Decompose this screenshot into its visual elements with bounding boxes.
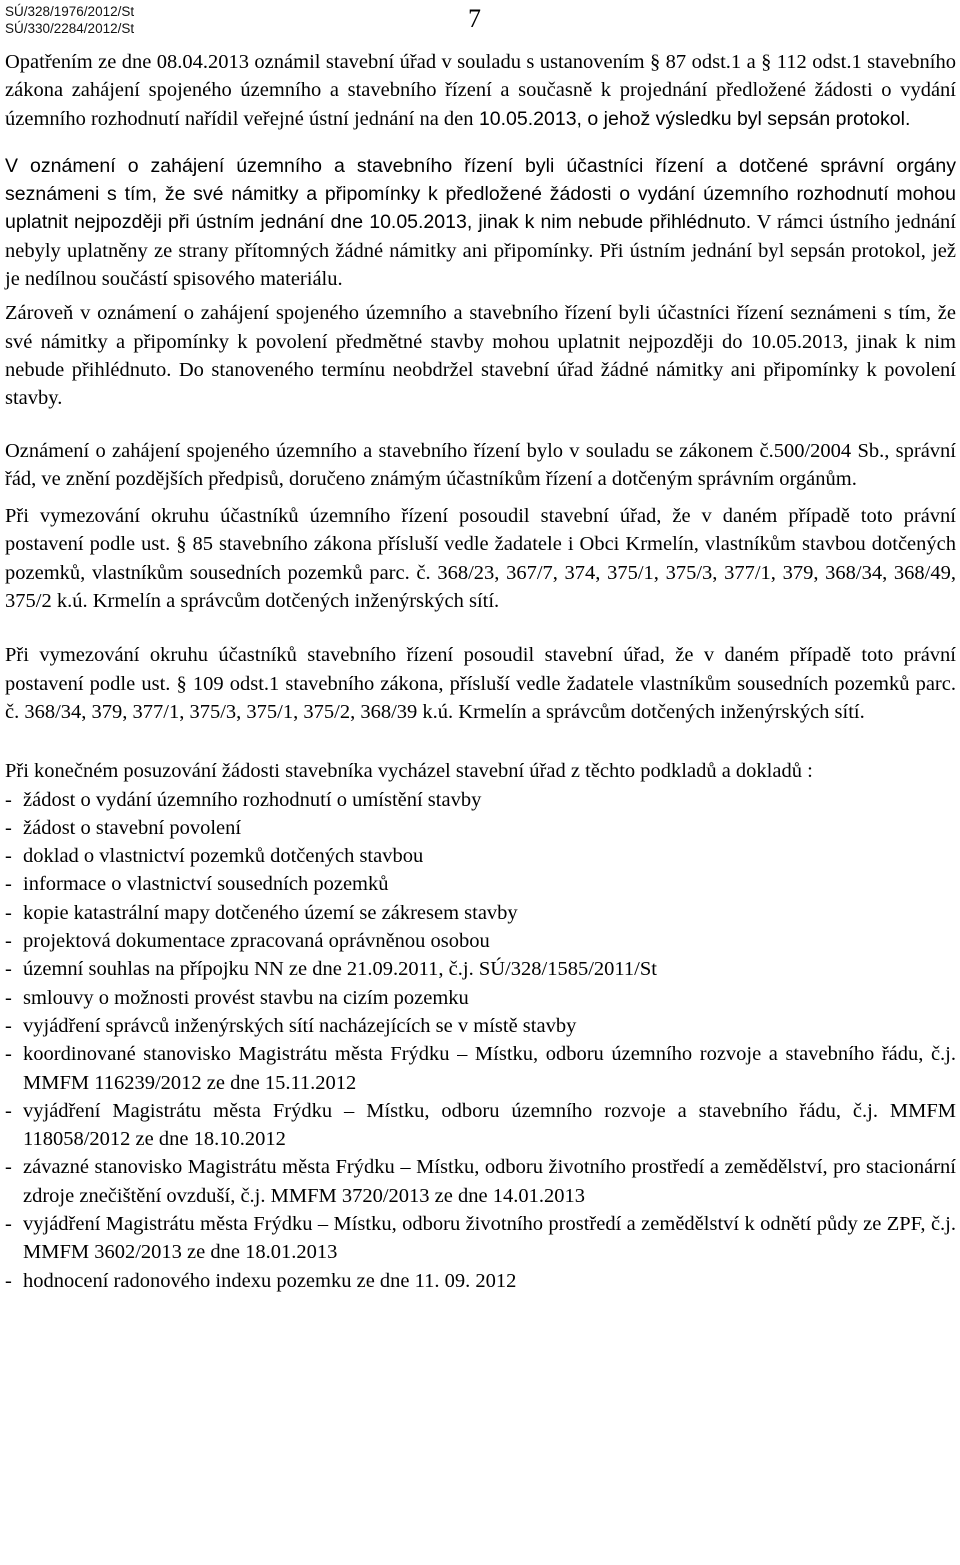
list-item-text: projektová dokumentace zpracovaná oprávněnou osobou — [23, 930, 490, 953]
list-dash: - — [5, 958, 12, 981]
document-reference — [5, 3, 134, 37]
paragraph-proceedings-notice-text: Opatřením ze dne 08.04.2013 oznámil stavební úřad v souladu s ustanovením § 87 odst.1 a § 112 odst.1 stavebního zákona zahájení spojeného územního a stavebního řízení a současně k projednání předložené žádosti o vydání územního rozhodnutí nařídil veřejné ústní jednání na den — [5, 51, 956, 130]
list-dash: - — [5, 1014, 12, 1037]
list-item-text: smlouvy o možnosti provést stavbu na cizím pozemku — [23, 986, 469, 1009]
list-item — [5, 927, 956, 955]
paragraph-hearing-result: V rámci ústního jednání nebyly uplatněny ze strany přítomných žádné námitky ani připomínky. Při ústním jednání byl sepsán protokol, jež je nedílnou součástí spisového materiálu. — [5, 211, 957, 291]
list-item-text: žádost o vydání územního rozhodnutí o umístění stavby — [23, 788, 482, 811]
paragraph-building-participants: Při vymezování okruhu účastníků stavebního řízení posoudil stavební úřad, že v daném případě toto právní postavení podle ust. § 109 odst.1 stavebního zákona, přísluší vedle žadatele vlastníkům sousedních pozemků parc. č. 368/34, 379, 377/1, 375/3, 375/1, 375/2, 368/39 k.ú. Krmelín a správcům dotčených inženýrských sítí. — [5, 644, 956, 723]
paragraph-documents-intro: Při konečném posuzování žádosti stavebníka vycházel stavební úřad z těchto podkladů a dokladů : — [5, 760, 813, 783]
list-item — [5, 870, 956, 898]
paragraph-zoning-participants: Při vymezování okruhu účastníků územního řízení posoudil stavební úřad, že v daném případě toto právní postavení podle ust. § 85 stavebního zákona přísluší vedle žadatele i Obci Krmelín, vlastníkům stavbou dotčených pozemků, vlastníkům sousedních pozemků parc. č. 368/23, 367/7, 374, 375/1, 375/3, 377/1, 379, 368/34, 368/49, 375/2 k.ú. Krmelín a správcům dotčených inženýrských sítí. — [5, 505, 956, 613]
list-dash: - — [5, 873, 12, 896]
list-item — [5, 842, 956, 870]
reference-number-1: SÚ/328/1976/2012/St — [5, 4, 135, 19]
list-item — [5, 955, 956, 983]
list-dash: - — [5, 1269, 12, 1292]
list-dash: - — [5, 1099, 12, 1122]
paragraph-proceedings-notice — [5, 48, 956, 133]
list-item-text: žádost o stavební povolení — [23, 816, 242, 839]
list-item — [5, 786, 956, 814]
list-item — [5, 1210, 956, 1267]
list-dash: - — [5, 845, 12, 868]
list-dash: - — [5, 986, 12, 1009]
list-dash: - — [5, 930, 12, 953]
list-dash: - — [5, 788, 12, 811]
list-dash: - — [5, 816, 12, 839]
list-item-text: informace o vlastnictví sousedních pozemků — [23, 873, 389, 896]
list-item — [5, 1012, 956, 1040]
list-dash: - — [5, 901, 12, 924]
list-item-text: vyjádření Magistrátu města Frýdku – Místku, odboru životního prostředí a zemědělství k odnětí půdy ze ZPF, č.j. MMFM 3602/2013 ze dne 18.01.2013 — [23, 1212, 956, 1264]
paragraph-building-objections: Zároveň v oznámení o zahájení spojeného územního a stavebního řízení byli účastníci řízení seznámeni s tím, že své námitky a připomínky k povolení předmětné stavby mohou uplatnit nejpozději do 10.05.2013, jinak k nim nebude přihlédnuto. Do stanoveného termínu neobdržel stavební úřad žádné námitky ani připomínky k povolení stavby. — [5, 302, 956, 410]
document-body — [5, 48, 956, 1295]
paragraph-proceedings-notice-date: 10.05.2013, o jehož výsledku byl sepsán protokol. — [473, 107, 911, 130]
paragraph-delivery: Oznámení o zahájení spojeného územního a stavebního řízení bylo v souladu se zákonem č.500/2004 Sb., správní řád, ve znění pozdějších předpisů, doručeno známým účastníkům řízení a dotčeným správním orgánům. — [5, 439, 956, 490]
list-item-text: kopie katastrální mapy dotčeného území se zákresem stavby — [23, 901, 518, 924]
list-dash: - — [5, 1156, 12, 1179]
list-item — [5, 984, 956, 1012]
list-item-text: vyjádření správců inženýrských sítí nacházejících se v místě stavby — [23, 1014, 577, 1037]
list-item — [5, 899, 956, 927]
list-item-text: územní souhlas na přípojku NN ze dne 21.09.2011, č.j. SÚ/328/1585/2011/St — [23, 958, 657, 981]
list-item — [5, 1153, 956, 1210]
list-dash: - — [5, 1043, 12, 1066]
list-item — [5, 814, 956, 842]
list-item-text: závazné stanovisko Magistrátu města Frýdku – Místku, odboru životního prostředí a zemědělství, pro stacionární zdroje znečištění ovzduší, č.j. MMFM 3720/2013 ze dne 14.01.2013 — [23, 1156, 956, 1207]
page-number: 7 — [468, 4, 481, 33]
list-item — [5, 1097, 956, 1154]
list-item-text: koordinované stanovisko Magistrátu města Frýdku – Místku, odboru územního rozvoje a stavebního řádu, č.j. MMFM 116239/2012 ze dne 15.11.2012 — [23, 1043, 956, 1094]
list-item-text: vyjádření Magistrátu města Frýdku – Místku, odboru územního rozvoje a stavebního řádu, č.j. MMFM 118058/2012 ze dne 18.10.2012 — [23, 1099, 956, 1151]
list-dash: - — [5, 1212, 12, 1235]
paragraph-objections-notice — [5, 152, 956, 293]
list-item — [5, 1040, 956, 1097]
list-item-text: hodnocení radonového indexu pozemku ze dne 11. 09. 2012 — [23, 1269, 517, 1292]
documents-list — [5, 786, 956, 1295]
reference-number-2: SÚ/330/2284/2012/St — [5, 21, 135, 36]
paragraph-objections-notice-text: V oznámení o zahájení územního a stavebního řízení byli účastníci řízení a dotčené správní orgány seznámeni s tím, že své námitky a připomínky k předložené žádosti o vydání územního rozhodnutí mohou uplatnit nejpozději při ústním jednání dne 10.05.2013, jinak k nim nebude přihlédnuto. — [5, 154, 956, 234]
list-item — [5, 1267, 956, 1295]
list-item-text: doklad o vlastnictví pozemků dotčených stavbou — [23, 845, 424, 868]
